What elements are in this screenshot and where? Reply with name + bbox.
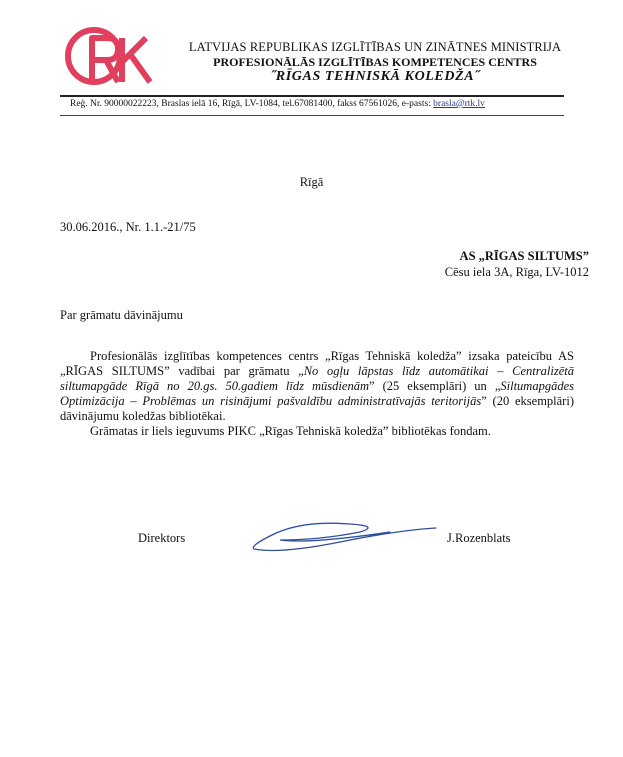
signatory-title: Direktors	[138, 531, 186, 545]
handwritten-signature	[240, 518, 440, 554]
book-title: Siltumapgādes Optimizācija – Problēmas un risinājumi pašvaldību administratīvajās teritorijās	[60, 379, 574, 408]
registration-details: Reģ. Nr. 90000022223, Braslas ielā 16, Rīgā, LV-1084, tel.67081400, fakss 67561026, e-pasts:	[70, 99, 434, 109]
centre-name: PROFESIONĀLĀS IZGLĪTĪBAS KOMPETENCES CENTRS	[213, 55, 537, 69]
signatory-name: J.Rozenblats	[447, 531, 511, 545]
header-rule-thin	[60, 115, 564, 116]
recipient-address: Cēsu iela 3A, Rīga, LV-1012	[444, 265, 589, 279]
college-name: ˝RĪGAS TEHNISKĀ KOLEDŽA˝	[270, 69, 480, 84]
rtk-logo	[62, 24, 162, 88]
email-link[interactable]: brasla@rtk.lv	[433, 99, 485, 109]
ministry-name: LATVIJAS REPUBLIKAS IZGLĪTĪBAS UN ZINĀTNES MINISTRIJA	[188, 40, 562, 54]
body-paragraph	[60, 349, 574, 424]
book-title: No ogļu lāpstas līdz automātikai – Centralizētā siltumapgāde Rīgā no 20.gs. 50.gadiem līdz mūsdienām	[60, 364, 574, 393]
letter-date-number: 30.06.2016., Nr. 1.1.-21/75	[60, 220, 196, 234]
recipient-name: AS „RĪGAS SILTUMS”	[459, 249, 589, 263]
letter-subject: Par grāmatu dāvinājumu	[60, 308, 183, 322]
recipient-block	[445, 248, 589, 280]
body-text: ” (20 eksemplāri) dāvinājumu koledžas bibliotēkai.	[60, 394, 574, 423]
header-rule	[60, 95, 564, 97]
letter-body	[60, 349, 574, 439]
letter-city: Rīgā	[299, 175, 324, 189]
body-text: Profesionālās izglītības kompetences centrs „Rīgas Tehniskā koledža” izsaka pateicību AS „RĪGAS SILTUMS” vadībai par grāmatu „	[60, 349, 574, 378]
body-paragraph: Grāmatas ir liels ieguvums PIKC „Rīgas Tehniskā koledža” bibliotēkas fondam.	[90, 424, 491, 438]
letterhead	[160, 40, 590, 85]
body-text: ” (25 eksemplāri) un „	[368, 379, 501, 393]
registration-line	[70, 99, 564, 109]
